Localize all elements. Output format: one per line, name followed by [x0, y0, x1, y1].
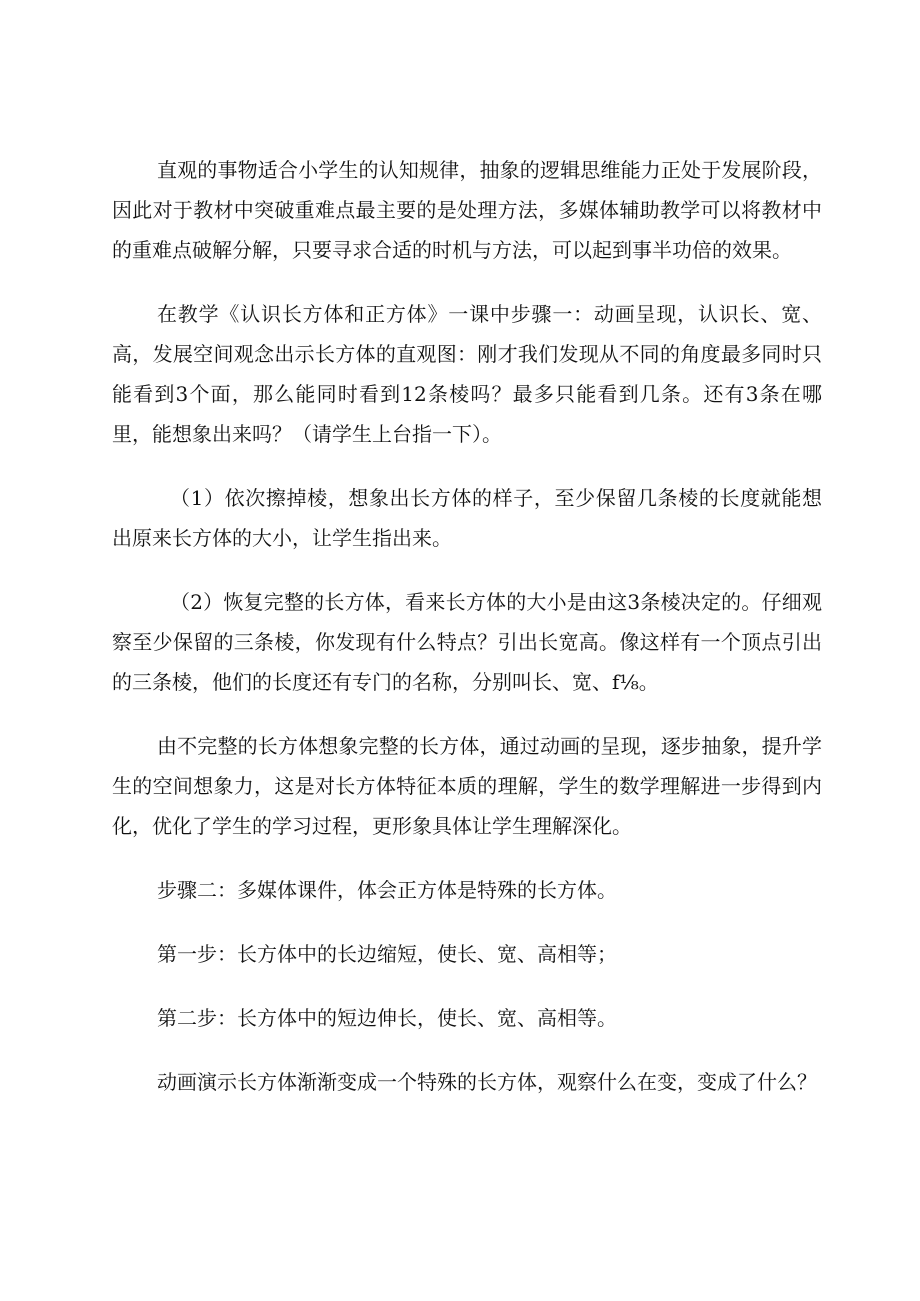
paragraph-point-1: （1）依次擦掉棱，想象出长方体的样子，至少保留几条棱的长度就能想出原来长方体的大小，让学生指出来。	[112, 486, 822, 550]
document-body	[112, 150, 822, 1102]
paragraph-animation: 动画演示长方体渐渐变成一个特殊的长方体，观察什么在变，变成了什么？	[157, 1070, 817, 1094]
paragraph-substep-2: 第二步：长方体中的短边伸长，使长、宽、高相等。	[157, 1006, 617, 1030]
paragraph-step-one: 在教学《认识长方体和正方体》一课中步骤一：动画呈现，认识长、宽、高，发展空间观念出示长方体的直观图：刚才我们发现从不同的角度最多同时只能看到3个面，那么能同时看到12条棱吗？最多只能看到几条。还有3条在哪里，能想象出来吗？（请学生上台指一下）。	[112, 302, 822, 446]
paragraph-substep-1: 第一步：长方体中的长边缩短，使长、宽、高相等；	[157, 942, 617, 966]
paragraph-summary: 由不完整的长方体想象完整的长方体，通过动画的呈现，逐步抽象，提升学生的空间想象力，这是对长方体特征本质的理解，学生的数学理解进一步得到内化，优化了学生的学习过程，更形象具体让学生理解深化。	[112, 734, 822, 838]
paragraph-point-2: （2）恢复完整的长方体，看来长方体的大小是由这3条棱决定的。仔细观察至少保留的三条棱，你发现有什么特点？引出长宽高。像这样有一个顶点引出的三条棱，他们的长度还有专门的名称，分别叫长、宽、f⅛。	[112, 590, 822, 694]
paragraph-step-two: 步骤二：多媒体课件，体会正方体是特殊的长方体。	[157, 878, 617, 902]
paragraph-intro: 直观的事物适合小学生的认知规律，抽象的逻辑思维能力正处于发展阶段，因此对于教材中突破重难点最主要的是处理方法，多媒体辅助教学可以将教材中的重难点破解分解，只要寻求合适的时机与方法，可以起到事半功倍的效果。	[112, 158, 822, 262]
